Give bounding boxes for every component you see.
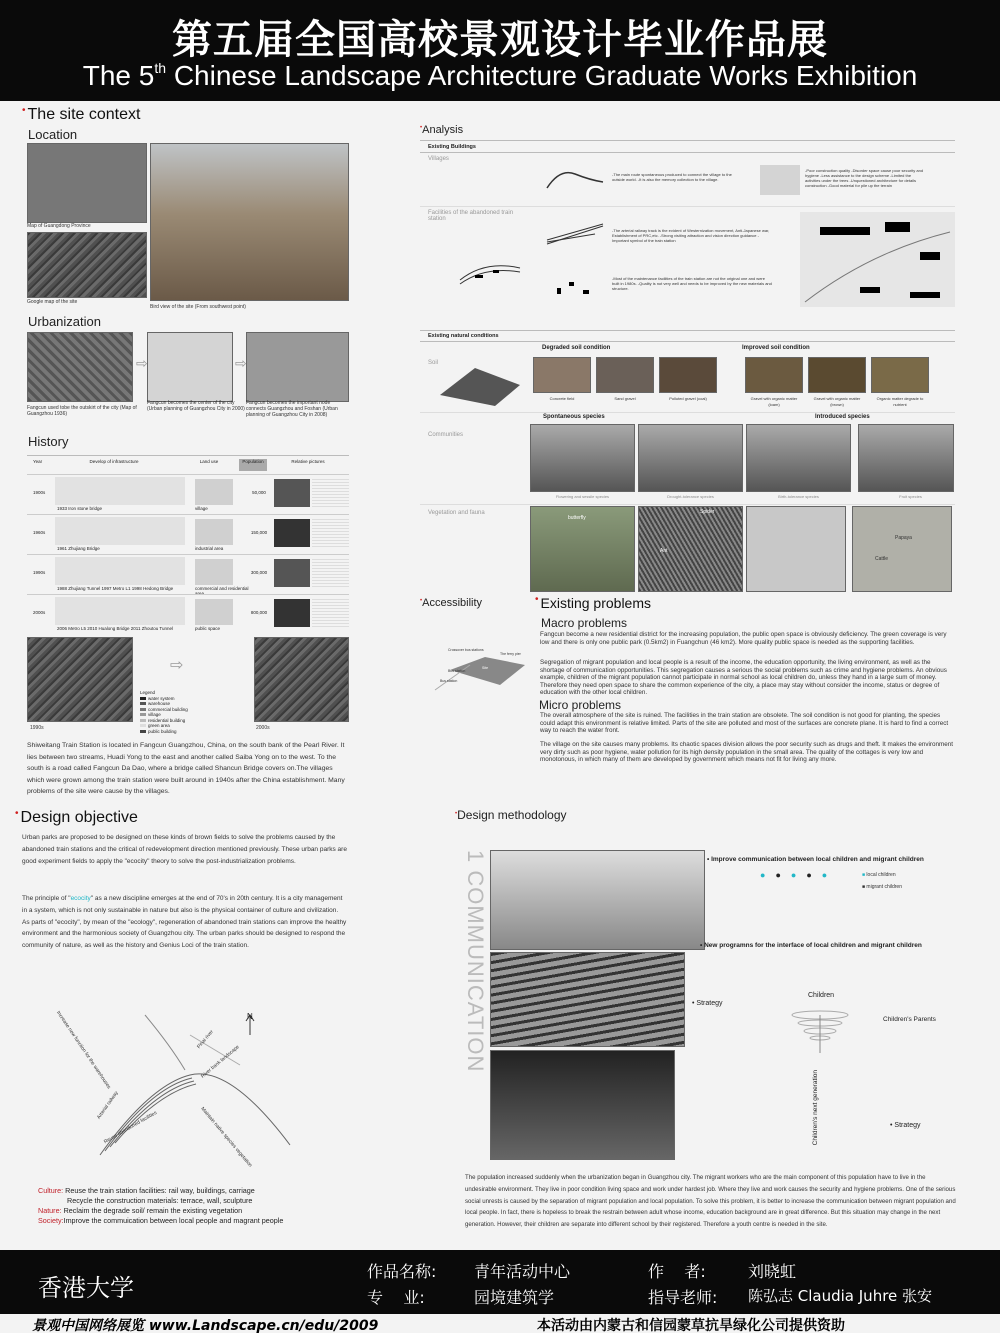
label-spider: Spider — [700, 509, 715, 515]
divider — [420, 341, 955, 342]
methodology-description: The population increased suddenly when the urbanization began in Guangzhou city. The migrant workers who are the main component of this population have to live in the undesirable environment. They live in poor condition living space and work under hardest job. Where they live and work causes the security and hygiene problems. One of the serious social unrests is caused by the separation of migrant population and local population. To solve this problem, it is better to increase the communication between migrant population and local people. In fact, there is hopeless to break the restrain between adult whose income, education background are in great difference. But this situation may change in the next generation. However, their children are separate into different school by their registered. Therefore a youth centre is needed in the site. — [465, 1174, 956, 1229]
railway-track-sketch — [545, 222, 605, 247]
arrow-icon: ⇨ — [136, 355, 148, 371]
soil-photo — [808, 357, 866, 393]
vegetation-label: Vegetation and fauna — [428, 510, 485, 516]
site-description: Shiweitang Train Station is located in Fangcun Guangzhou, China, on the south bank of the Pearl River. It lies between two streams, Huadi Yong to the east and another called Saiba Yong on to the west. To the south is a road called Fangcun Da Dao, where a bridge called Shancun Bridge covers on.The villages which were grown among the train station were built around in 1940s after the China establishment. Many problems of the site were cause by the villages. — [27, 742, 345, 795]
sponsor-text: 本活动由内蒙古和信园蒙草抗旱绿化公司提供资助 — [537, 1318, 845, 1333]
objective-paragraph-2: The principle of "ecocity" as a new discipline emerges at the end of 70's in 20th century. It is a city management in a system, which is not only sustainable in nature but also is the physical container of culture and civilization. As parts of "ecocity", by mean of the "ecology", regeneration of abandoned train stations can improve the healthy environment and the harmonious society of Guangzhou city. The urban parks should be designed to respond the community of nature, as well as the history and Genius Loci of the train station. — [22, 895, 347, 950]
location-title: Location — [28, 127, 78, 142]
bird-view-photo — [150, 143, 349, 301]
history-land-text: commercial and residential area — [195, 586, 249, 596]
diagram-label-riverbank: River bank landscape — [200, 1044, 241, 1080]
villages-note: -The main route spontaneous produced to connect the village to the outside world. -It is also the memory collection to the village. — [612, 172, 732, 182]
history-land-map — [195, 559, 233, 585]
nature-line: Nature: Reclaim the degrade soil/ remain the existing vegetation — [38, 1206, 243, 1215]
improved-soil-label: Improved soil condition — [742, 345, 810, 351]
design-objective-title: • Design objective — [15, 808, 138, 827]
history-photo — [274, 559, 310, 587]
design-methodology-title: •Design methodology — [455, 808, 567, 822]
soil-photo — [871, 357, 929, 393]
history-year: 1960s — [33, 530, 46, 535]
arrow-icon: ⇨ — [170, 657, 184, 674]
history-land-map — [195, 599, 233, 625]
poster-footer — [0, 1250, 1000, 1314]
history-land-map — [195, 479, 233, 505]
soil-photo — [596, 357, 654, 393]
communities-label: Communities — [428, 432, 464, 438]
next-generation-label: Children's next generation — [812, 1070, 819, 1146]
map-1990s — [27, 637, 133, 722]
generation-spiral — [790, 1005, 850, 1055]
existing-buildings-label: Existing Buildings — [428, 144, 476, 150]
divider — [420, 140, 955, 141]
macro-problems-p1: Fangcun become a new residential district for the increasing population, the public open space is obviously deficiency. The green coverage is very low and there is only one public park (0.5km2) in Fuangchun (46 km2). More quality public space is needed as the supporting facilities. — [540, 631, 947, 646]
vegetation-photo-papaya — [746, 506, 846, 592]
map-2000s — [254, 637, 349, 722]
history-row — [27, 594, 349, 632]
micro-problems-title: Micro problems — [539, 698, 622, 712]
micro-problems-p2: The village on the site causes many problems. Its chaotic spaces division allows the poor security such as drugs and theft. It makes the environment very dirty such as poor hygiene, water pollution for its high density population in the small area. The quality of the cottages is very low and monotonous, in which many of them are developed by government which means not fit for living any more. — [540, 741, 954, 764]
history-pop: 150,000 — [250, 530, 268, 535]
history-year: 2000s — [33, 610, 46, 615]
legend-title: Legend — [140, 690, 156, 695]
legend-item: green area — [140, 723, 200, 729]
poster-header — [0, 0, 1000, 101]
advisor-value: 陈弘志 Claudia Juhre 张安 — [748, 1287, 933, 1305]
north-arrow-label: N — [247, 1012, 253, 1021]
history-table — [27, 455, 349, 630]
history-row — [27, 514, 349, 552]
label-cattle: Cattle — [875, 556, 889, 562]
soil-photo-caption: Organic matter degrade to nutrient — [876, 396, 924, 407]
label-ant: Ant — [660, 548, 668, 554]
history-infra-text: 1961 Zhujiang Bridge — [57, 546, 100, 551]
legend-local-children: ■ local children — [862, 872, 896, 878]
soil-photo-caption: Concrete field — [549, 396, 575, 401]
species-photo — [746, 424, 851, 492]
history-notes — [312, 599, 349, 627]
legend-item: commercial building — [140, 707, 200, 713]
history-land-text: public space — [195, 626, 221, 631]
objective-paragraph-1: Urban parks are proposed to be designed on these kinds of brown fields to solve the problems caused by the abandoned train stations and the critical of redevelopment direction mentioned previously. These urban parks are good experiment fields to apply the "ecocity" theory to solve the post-industrialization problems. — [22, 834, 347, 865]
arrow-icon: ⇨ — [235, 355, 247, 371]
access-label-bus2: Bus station — [440, 679, 458, 683]
urban-map-2008 — [246, 332, 349, 402]
history-pop: 300,000 — [250, 570, 268, 575]
access-label-bus1: Bus station — [448, 669, 466, 673]
analysis-title: •Analysis — [420, 124, 464, 136]
major-value: 园境建筑学 — [474, 1288, 555, 1307]
children-label: Children — [808, 992, 835, 999]
history-row — [27, 474, 349, 512]
parents-label: Children's Parents — [883, 1016, 936, 1023]
history-land-text: village — [195, 506, 208, 511]
species-photo-caption: Drought-tolerance species — [667, 494, 714, 499]
legend-item: residential building — [140, 718, 200, 724]
history-year: 1900s — [33, 490, 46, 495]
degraded-soil-label: Degraded soil condition — [542, 345, 611, 351]
school-name: 香港大学 — [38, 1274, 134, 1302]
history-pop: 800,000 — [250, 610, 268, 615]
legend-item: water system — [140, 696, 200, 702]
history-header-year: Year — [33, 459, 43, 464]
vegetation-photo-cattle — [852, 506, 952, 592]
history-header-pop: Population — [239, 459, 267, 471]
existing-problems-title: • Existing problems — [535, 594, 651, 611]
soil-map-sketch — [435, 360, 525, 410]
history-land-text: industrial area — [195, 546, 224, 551]
author-label: 作 者: — [648, 1262, 706, 1281]
history-photo — [274, 599, 310, 627]
history-infra-map — [55, 597, 185, 625]
new-programs-label: • New programns for the interface of local children and migrant children — [700, 942, 922, 949]
province-map-image — [27, 143, 147, 223]
diagram-label-native: Maintain native species vegetation — [199, 1106, 254, 1169]
divider — [420, 206, 955, 207]
species-photo-caption: Fruit species — [899, 494, 922, 499]
communication-vertical-title: 1 COMMUNICATION — [463, 850, 488, 1073]
work-name-value: 青年活动中心 — [474, 1262, 571, 1281]
urbanization-title: Urbanization — [28, 314, 101, 329]
micro-problems-p1: The overall atmosphere of the site is ruined. The facilities in the train station are obsolete. The soil condition is not good for planting, the species could adapt this environment is relative limited. Parts of the site are polluted and most of the surfaces are concrete plane. It is hard to find a correct way to reach the water front. — [540, 712, 949, 735]
children-photo-1 — [490, 850, 705, 950]
natural-conditions-label: Existing natural conditions — [428, 333, 499, 339]
major-label: 专 业: — [367, 1288, 425, 1307]
google-map-caption: Google map of the site — [27, 299, 78, 305]
strategy-label-1: • Strategy — [692, 1000, 723, 1007]
history-notes — [312, 479, 349, 507]
facilities-label: Facilities of the abandoned train station — [428, 210, 514, 222]
soil-photo-caption: Gravel with organic matter (brown) — [813, 396, 861, 407]
history-title: History — [28, 434, 69, 449]
title-english: The 5th Chinese Landscape Architecture Graduate Works Exhibition — [82, 60, 918, 91]
accessibility-title: •Accessibility — [420, 597, 483, 609]
legend-item: public building — [140, 729, 200, 735]
pavilion-photo — [490, 1050, 675, 1160]
advisor-label: 指导老师: — [648, 1288, 718, 1307]
species-photo — [530, 424, 635, 492]
map-caption-1990s: 1990s — [30, 725, 44, 731]
species-photo-caption: Birth-tolerance species — [778, 494, 819, 499]
train-station-sketch — [455, 240, 525, 290]
bottom-strip — [0, 1314, 1000, 1333]
history-land-map — [195, 519, 233, 545]
species-photo — [638, 424, 743, 492]
spontaneous-species-label: Spontaneous species — [543, 414, 605, 420]
fauna-photo-spider — [638, 506, 743, 592]
diagram-label-railway: Arterial railway — [96, 1090, 120, 1121]
macro-problems-p2: Segregation of migrant population and local people is a result of the income, the education opportunity, the living environment, as well as the shortage of communication opportunities. This segregation causes a serious the social problems such as crime and hygiene problems. An obvious example, children of the migrant population cannot participate in normal school as local children do, unless they hand in a large sum of money. Therefore they need open space to share the common experience of the city, a place may stay without consider the income, status or degree of education with the other local children. — [540, 659, 947, 697]
label-papaya: Papaya — [895, 535, 912, 541]
history-pop: 50,000 — [252, 490, 266, 495]
facilities-note-1: -The arterial railway track is the evident of Westernization movement, Anti-Japanese war, Establishment of PRC,etc. -Strong visiting attraction and vision direction guidance -Important symbol of the train station — [612, 228, 770, 243]
villages-label: Villages — [428, 156, 449, 162]
map-caption-2000s: 2000s — [256, 725, 270, 731]
access-label-crossover: Crossover bus stations — [448, 648, 484, 652]
urban-caption-3: Fangcun becomes the important node connects Guangzhou and Foshan (Urban planning of Guangzhou City in 2008) — [246, 400, 338, 418]
soil-photo-caption: Sand gravel — [614, 396, 636, 401]
facilities-note-2: -Most of the maintenance facilities of the train station are not the original one and were built in 1980s. -Quality is not very well and needs to be improved by the new materials and structure. — [612, 276, 772, 291]
history-photo — [274, 519, 310, 547]
history-header-land: Land use — [199, 459, 219, 464]
society-line: Society:Improve the commuication between local people and magrant people — [38, 1216, 284, 1225]
railway-photo — [490, 952, 685, 1047]
urban-map-2000 — [147, 332, 233, 402]
divider — [420, 330, 955, 331]
soil-photo — [533, 357, 591, 393]
facilities-map — [800, 212, 955, 307]
history-notes — [312, 559, 349, 587]
culture-line-2: Recycle the construction materials: terrace, wall, sculpture — [67, 1196, 253, 1205]
urban-caption-1: Fangcun used tobe the outskirt of the city (Map of Guangzhou 1936) — [27, 405, 137, 417]
children-icons: ●●●●● — [760, 870, 838, 880]
urban-map-1936 — [27, 332, 133, 402]
village-map-sketch — [760, 165, 800, 195]
history-infra-map — [55, 477, 185, 505]
history-header-infra: Develop of infrastructure — [89, 459, 139, 464]
soil-photo-caption: Polluted gravel (coal) — [669, 396, 707, 401]
history-header-pictures: Relative pictures — [291, 459, 325, 464]
objective-summary — [38, 1186, 283, 1226]
diagram-label-warehouses: Increase new function for the warehouses — [55, 1010, 112, 1091]
divider — [420, 152, 955, 153]
access-label-ferry: The ferry pier — [500, 652, 521, 656]
introduced-species-label: Introduced species — [815, 414, 870, 420]
macro-problems-title: Macro problems — [541, 616, 628, 630]
divider — [420, 412, 955, 413]
maintenance-blocks — [555, 280, 595, 300]
history-infra-text: 1933 Iron stone bridge — [57, 506, 103, 511]
bird-view-caption: Bird view of the site (From southwest point) — [150, 304, 246, 310]
diagram-label-pinai: Pinai river — [196, 1028, 215, 1050]
history-infra-text: 2006 Metro L5 2010 Hualong Bridge 2011 Zhoutou Tunnel — [57, 626, 174, 631]
soil-photo — [745, 357, 803, 393]
history-header-row — [27, 459, 349, 471]
google-map-image — [27, 232, 147, 298]
legend-list — [140, 696, 200, 735]
exhibition-url-text[interactable]: 景观中国网络展览 www.Landscape.cn/edu/2009 — [32, 1318, 379, 1333]
species-photo — [858, 424, 954, 492]
history-year: 1990s — [33, 570, 46, 575]
soil-photo-caption: Gravel with organic matter (loam) — [750, 396, 798, 407]
history-notes — [312, 519, 349, 547]
villages-right-note: -Poor construction quality -Disorder space cause poor security and hygiene -Less assistance to the design scheme -Limited the activities under the trees -Unquestioned architecture for details construction -Good material for pile up the terrain — [805, 168, 924, 188]
work-name-label: 作品名称: — [367, 1262, 437, 1281]
diagram-label-reuse: Reuse abandoned facilities — [103, 1109, 159, 1146]
history-infra-map — [55, 557, 185, 585]
site-context-title: • The site context — [22, 105, 140, 124]
soil-label: Soil — [428, 360, 439, 366]
title-chinese: 第五届全国高校景观设计毕业作品展 — [172, 17, 828, 63]
village-route-sketch — [545, 162, 605, 192]
legend-item: village — [140, 712, 200, 718]
urban-caption-2: Fangcun becomes the center of the city (Urban planning of Guangzhou City in 2000) — [147, 400, 245, 412]
history-row — [27, 554, 349, 596]
author-value: 刘晓虹 — [748, 1262, 797, 1281]
species-photo-caption: Flowering and sessile species — [555, 494, 610, 499]
legend-migrant-children: ■ migrant children — [862, 884, 902, 890]
culture-line: Culture: Reuse the train station facilities: rail way, buildings, carriage — [38, 1186, 255, 1195]
access-label-site: Site — [482, 666, 489, 670]
soil-photo — [659, 357, 717, 393]
history-photo — [274, 479, 310, 507]
province-map-caption: Map of Guangdong Province — [27, 223, 91, 229]
legend-item: warehouse — [140, 701, 200, 707]
map-legend — [140, 690, 200, 734]
history-infra-map — [55, 517, 185, 545]
history-infra-text: 1988 Zhujiang Tunnel 1997 Metro L1 1998 Hedong Bridge — [57, 586, 174, 591]
divider — [420, 504, 955, 505]
label-butterfly: butterfly — [568, 515, 586, 521]
strategy-label-2: • Strategy — [890, 1122, 921, 1129]
improve-communication-label: • Improve communication between local children and migrant children — [707, 856, 924, 863]
